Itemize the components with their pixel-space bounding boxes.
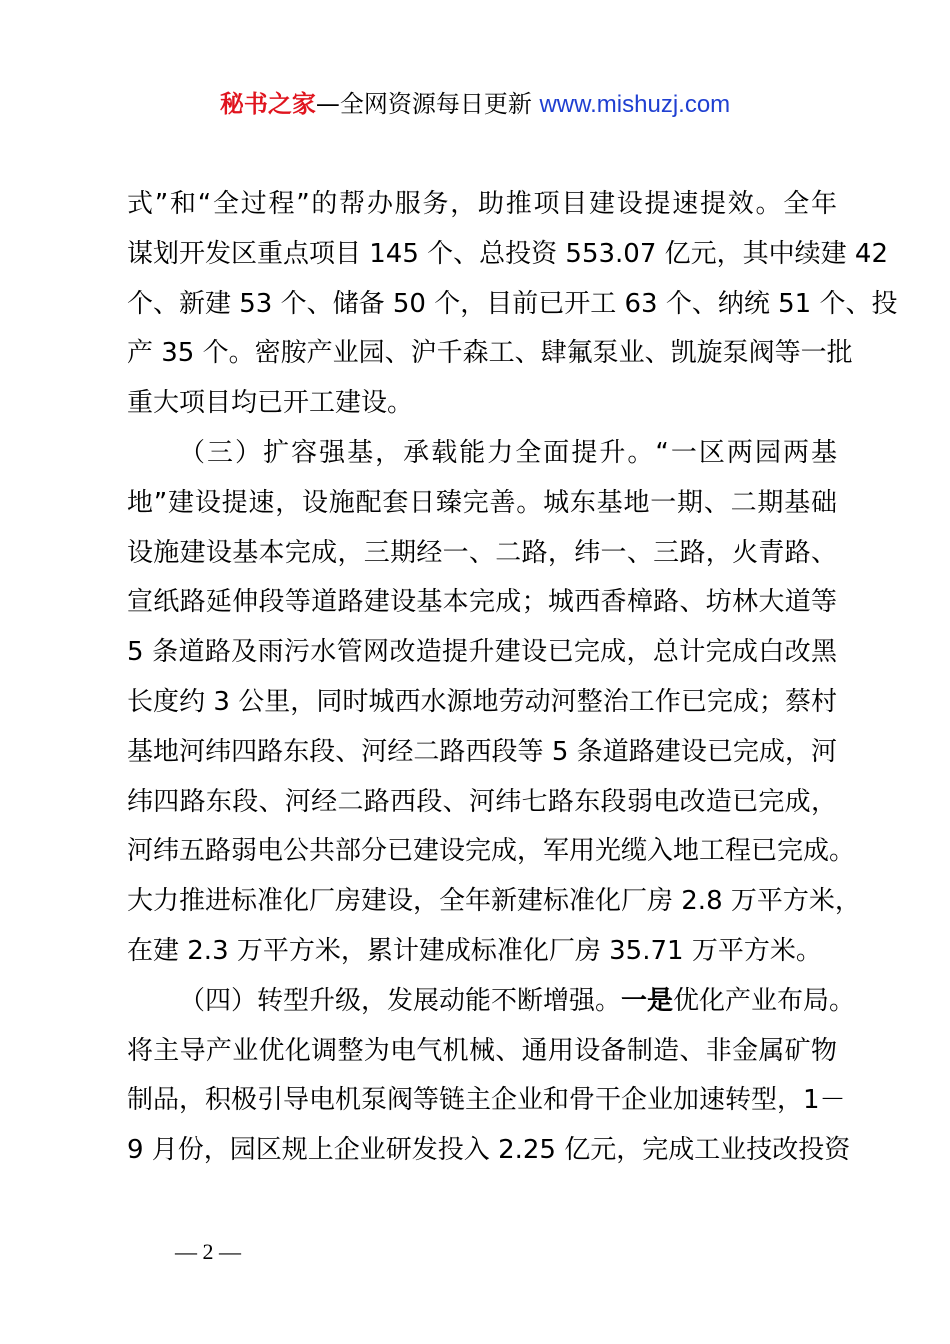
header-tagline: —全网资源每日更新 [315,90,532,118]
text-line: 5 条道路及雨污水管网改造提升建设已完成，总计完成白改黑 [127,637,837,668]
brand-name: 秘书之家 [219,90,316,118]
text-line: 重大项目均已开工建设。 [127,388,414,419]
text-line: 在建 2.3 万平方米，累计建成标准化厂房 35.71 万平方米。 [127,935,822,966]
heading-text: （四）转型升级，发展动能不断增强。 [179,985,622,1016]
site-url-link[interactable]: www.mishuzj.com [539,91,731,118]
text-line: 设施建设基本完成，三期经一、二路，纬一、三路，火青路、 [127,537,837,568]
heading-continuation: 优化产业布局。 [673,985,856,1016]
document-body [127,180,898,1176]
site-header [0,86,950,123]
text-line: 长度约 3 公里，同时城西水源地劳动河整治工作已完成；蔡村 [127,686,837,717]
text-line: 基地河纬四路东段、河经二路西段等 5 条道路建设已完成，河 [127,736,837,767]
bold-lead-text: 一是 [621,985,674,1016]
text-line: 9 月份，园区规上企业研发投入 2.25 亿元，完成工业技改投资 [127,1135,851,1166]
section-heading-4 [127,977,856,1027]
text-line: 纬四路东段、河经二路西段、河纬七路东段弱电改造已完成， [127,786,837,817]
page-number: — 2 — [175,1239,241,1264]
text-line: 式”和“全过程”的帮办服务，助推项目建设提速提效。全年 [127,189,837,219]
text-line: 大力推进标准化厂房建设，全年新建标准化厂房 2.8 万平方米， [127,886,861,917]
text-line: 个、新建 53 个、储备 50 个，目前已开工 63 个、纳统 51 个、投 [127,288,898,319]
text-line: 将主导产业优化调整为电气机械、通用设备制造、非金属矿物 [127,1035,837,1066]
text-line: 地”建设提速，设施配套日臻完善。城东基地一期、二期基础 [127,487,837,518]
text-line: 产 35 个。密胺产业园、沪千森工、肆氟泵业、凯旋泵阀等一批 [127,338,853,369]
text-line: 河纬五路弱电公共部分已建设完成，军用光缆入地工程已完成。 [127,836,856,867]
text-line: 制品，积极引导电机泵阀等链主企业和骨干企业加速转型，1－ [127,1085,846,1116]
text-line: 谋划开发区重点项目 145 个、总投资 553.07 亿元，其中续建 42 [127,238,889,269]
text-line: 宣纸路延伸段等道路建设基本完成；城西香樟路、坊林大道等 [127,587,837,618]
section-heading-3: （三）扩容强基，承载能力全面提升。“一区两园两基 [179,437,837,468]
